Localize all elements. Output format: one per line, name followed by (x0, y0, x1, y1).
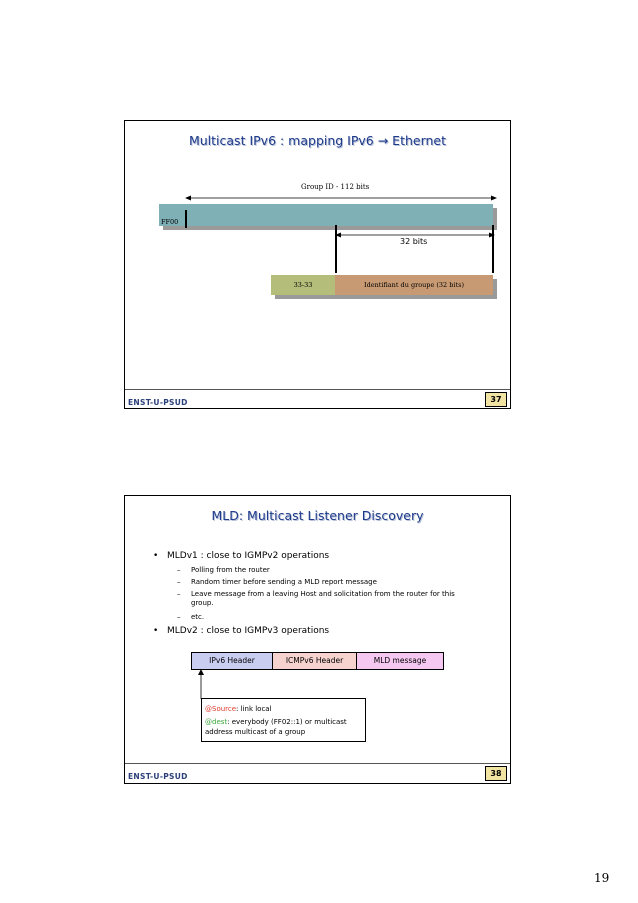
bullet-dot: • (153, 626, 159, 636)
pointer-arrow (196, 669, 206, 699)
source-value: : link local (236, 705, 272, 713)
annotation-box (201, 698, 366, 742)
bullet-item (153, 551, 329, 561)
dash-marker: – (177, 578, 181, 586)
dash-marker: – (177, 613, 181, 621)
slide-38 (124, 495, 511, 784)
sub-bullet-item (177, 578, 461, 587)
dest-key: @dest (205, 718, 228, 726)
slide-number-badge: 38 (485, 766, 507, 781)
sub-bullet-item (177, 613, 461, 622)
slide-title: Multicast IPv6 : mapping IPv6 → Ethernet (188, 133, 447, 148)
group-start-marker (335, 225, 337, 273)
dest-annotation (205, 717, 365, 737)
footer-text: ENST-U-PSUD (128, 398, 188, 407)
icmpv6-header-box: ICMPv6 Header (272, 652, 357, 670)
sub-bullet-text: etc. (191, 613, 205, 621)
dash-marker: – (177, 566, 181, 574)
ipv6-header-box: IPv6 Header (191, 652, 273, 670)
footer-divider (125, 763, 510, 764)
footer-text: ENST-U-PSUD (128, 772, 188, 781)
footer-divider (125, 389, 510, 390)
mld-message-box: MLD message (356, 652, 444, 670)
mac-prefix-label: 33-33 (293, 281, 313, 289)
source-key: @Source (205, 705, 237, 713)
sub-bullet-text: Leave message from a leaving Host and solicitation from the router for this group. (191, 590, 455, 607)
dest-value: : everybody (FF02::1) or multicast address multicast of a group (205, 718, 347, 736)
group-id-arrow (185, 194, 497, 202)
sub-bullet-item (177, 566, 461, 575)
slide-37 (124, 120, 511, 409)
ff00-label: FF00 (161, 218, 179, 226)
group-end-marker (492, 225, 494, 273)
slide-title: MLD: Multicast Listener Discovery (211, 508, 424, 523)
sub-bullet-item (177, 590, 461, 608)
slide-number-badge: 37 (485, 392, 507, 407)
ipv6-address-bar (159, 204, 493, 226)
bullet-item (153, 626, 329, 636)
ff00-divider (185, 210, 187, 228)
group-id-label: Group ID - 112 bits (301, 183, 370, 191)
bits32-label: 32 bits (400, 237, 428, 246)
page-number: 19 (594, 871, 610, 885)
bullet-text: MLDv1 : close to IGMPv2 operations (167, 551, 330, 561)
dash-marker: – (177, 590, 181, 598)
bullet-dot: • (153, 551, 159, 561)
sub-bullet-text: Polling from the router (191, 566, 270, 574)
group-identifier-label: Identifiant du groupe (32 bits) (364, 281, 464, 289)
source-annotation (205, 704, 365, 714)
sub-bullet-text: Random timer before sending a MLD report message (191, 578, 377, 586)
bullet-text: MLDv2 : close to IGMPv3 operations (167, 626, 330, 636)
